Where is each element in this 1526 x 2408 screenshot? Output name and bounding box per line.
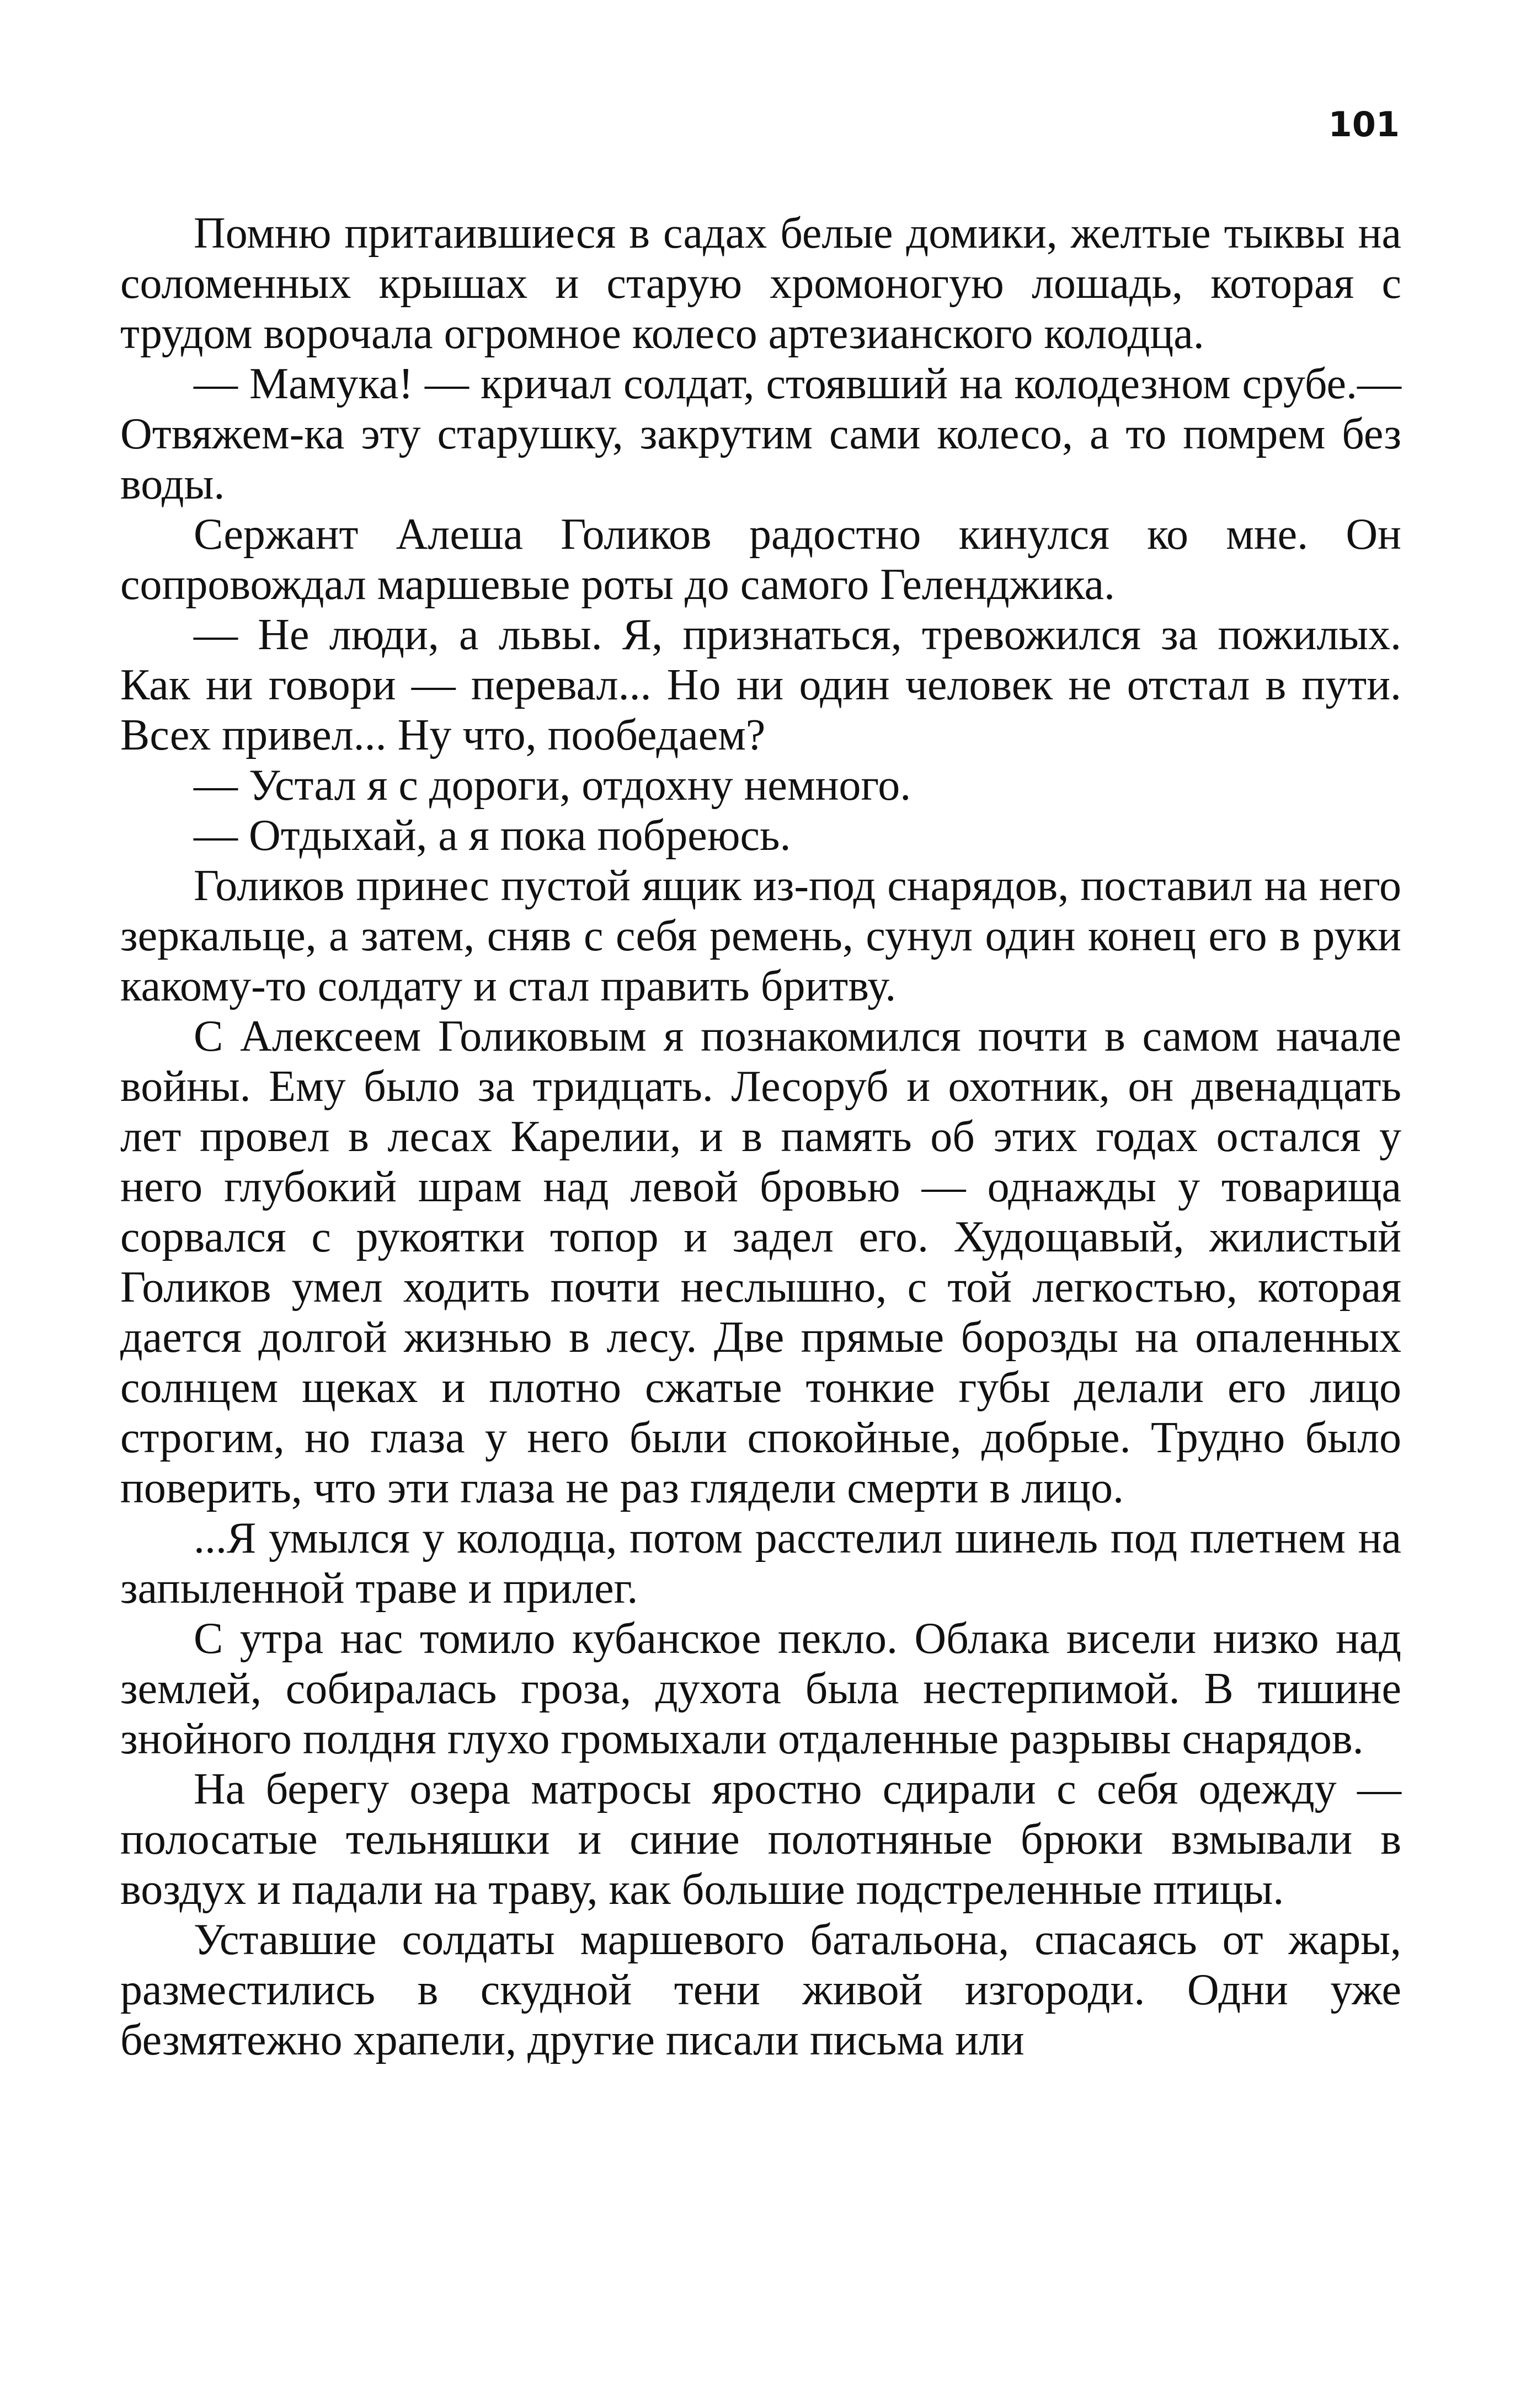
- paragraph: Голиков принес пустой ящик из-под снарядов, поставил на него зеркальце, а затем, сняв с себя ремень, сунул один конец его в руки какому-то солдату и стал править бритву.: [120, 861, 1401, 1010]
- body-text: [120, 208, 1401, 2065]
- paragraph: — Отдыхай, а я пока побреюсь.: [194, 811, 791, 860]
- paragraph: Сержант Алеша Голиков радостно кинулся ко мне. Он сопровождал маршевые роты до самого Геленджика.: [120, 510, 1401, 609]
- paragraph: — Устал я с дороги, отдохну немного.: [194, 761, 911, 810]
- paragraph: С Алексеем Голиковым я познакомился почти в самом начале войны. Ему было за тридцать. Лесоруб и охотник, он двенадцать лет провел в лесах Карелии, и в память об этих годах остался у него глубокий шрам над левой бровью — однажды у товарища сорвался с рукоятки топор и задел его. Худощавый, жилистый Голиков умел ходить почти неслышно, с той легкостью, которая дается долгой жизнью в лесу. Две прямые борозды на опаленных солнцем щеках и плотно сжатые тонкие губы делали его лицо строгим, но глаза у него были спокойные, добрые. Трудно было поверить, что эти глаза не раз глядели смерти в лицо.: [120, 1012, 1401, 1512]
- paragraph: ...Я умылся у колодца, потом расстелил шинель под плетнем на запыленной траве и прилег.: [120, 1514, 1401, 1613]
- page-number: 101: [1328, 104, 1400, 145]
- paragraph: Уставшие солдаты маршевого батальона, спасаясь от жары, разместились в скудной тени живой изгороди. Одни уже безмятежно храпели, другие писали письма или: [120, 1915, 1401, 2064]
- paragraph: — Не люди, а львы. Я, признаться, тревожился за пожилых. Как ни говори — перевал... Но ни один человек не отстал в пути. Всех привел... Ну что, пообедаем?: [120, 611, 1401, 759]
- paragraph: Помню притаившиеся в садах белые домики, желтые тыквы на соломенных крышах и старую хромоногую лошадь, которая с трудом ворочала огромное колесо артезианского колодца.: [120, 209, 1401, 358]
- paragraph: С утра нас томило кубанское пекло. Облака висели низко над землей, собиралась гроза, духота была нестерпимой. В тишине знойного полдня глухо громыхали отдаленные разрывы снарядов.: [120, 1614, 1401, 1763]
- paragraph: — Мамука! — кричал солдат, стоявший на колодезном срубе.— Отвяжем-ка эту старушку, закрутим сами колесо, а то помрем без воды.: [120, 360, 1401, 509]
- paragraph: На берегу озера матросы яростно сдирали с себя одежду — полосатые тельняшки и синие полотняные брюки взмывали в воздух и падали на траву, как большие подстреленные птицы.: [120, 1765, 1401, 1914]
